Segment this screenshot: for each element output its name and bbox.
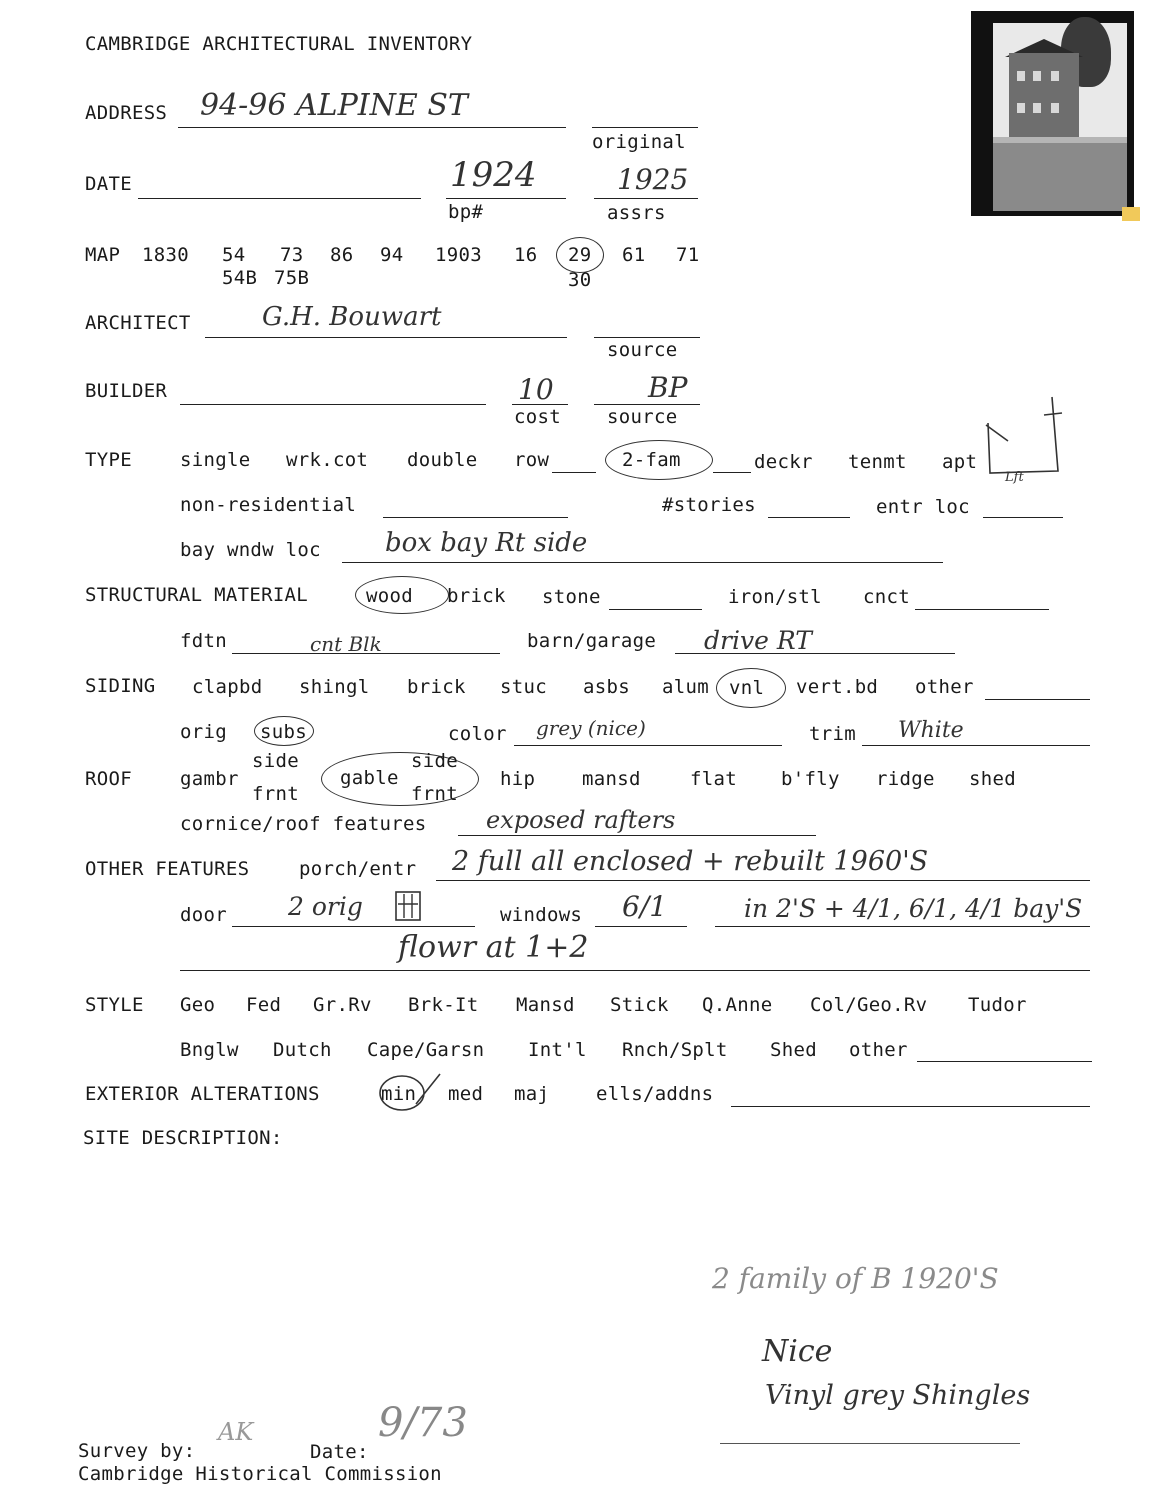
cornice-label: cornice/roof features xyxy=(180,813,427,835)
barn-label: barn/garage xyxy=(527,630,657,652)
builder-source-label: source xyxy=(607,406,678,428)
structural-wood: wood xyxy=(366,585,413,607)
door-label: door xyxy=(180,904,227,926)
nonres-line xyxy=(383,517,568,518)
type-apt: apt xyxy=(942,451,978,473)
roof-gambr-frnt: frnt xyxy=(252,783,299,805)
entr-loc-label: entr loc xyxy=(876,496,970,518)
ells-label: ells/addns xyxy=(596,1083,714,1105)
map-label: MAP xyxy=(85,244,121,266)
type-row: row xyxy=(514,449,550,471)
style-tudor: Tudor xyxy=(968,994,1027,1016)
siding-vnl-circle xyxy=(716,668,786,708)
structural-cnct: cnct xyxy=(863,586,910,608)
builder-source-value: BP xyxy=(648,371,688,404)
address-label: ADDRESS xyxy=(85,102,168,124)
architect-value: G.H. Bouwart xyxy=(262,302,442,332)
architect-line xyxy=(205,337,567,338)
roof-gable-frnt: frnt xyxy=(411,783,458,805)
building-photo xyxy=(971,11,1134,216)
style-colgeorv: Col/Geo.Rv xyxy=(810,994,928,1016)
roof-hip: hip xyxy=(500,768,536,790)
type-double: double xyxy=(407,449,478,471)
date-label: DATE xyxy=(85,173,132,195)
windows-line-1 xyxy=(595,926,687,927)
cost-label: cost xyxy=(514,406,561,428)
siding-asbs: asbs xyxy=(583,676,630,698)
porch-value: 2 full all enclosed + rebuilt 1960'S xyxy=(452,846,929,877)
type-tenmt: tenmt xyxy=(848,451,907,473)
style-other-line xyxy=(917,1061,1092,1062)
map-year-61: 61 xyxy=(622,244,646,266)
cnct-line xyxy=(915,609,1049,610)
bp-label: bp# xyxy=(448,201,484,223)
color-label: color xyxy=(448,723,507,745)
style-stick: Stick xyxy=(610,994,669,1016)
style-brkit: Brk-It xyxy=(408,994,479,1016)
sketch-note: Lft xyxy=(1005,470,1024,485)
door-value: 2 orig xyxy=(288,892,363,921)
style-qanne: Q.Anne xyxy=(702,994,773,1016)
structural-wood-circle xyxy=(355,576,449,614)
builder-label: BUILDER xyxy=(85,380,168,402)
other-features-label: OTHER FEATURES xyxy=(85,858,250,880)
survey-by-value: AK xyxy=(218,1418,254,1446)
style-grrv: Gr.Rv xyxy=(313,994,372,1016)
siding-vnl: vnl xyxy=(729,677,765,699)
type-deckr: deckr xyxy=(754,451,813,473)
siding-other: other xyxy=(915,676,974,698)
siding-stuc: stuc xyxy=(500,676,547,698)
architect-source-line xyxy=(594,337,700,338)
style-bnglw: Bnglw xyxy=(180,1039,239,1061)
door-sketch-icon xyxy=(392,888,426,924)
map-year-71: 71 xyxy=(676,244,700,266)
assrs-label: assrs xyxy=(607,202,666,224)
porch-label: porch/entr xyxy=(299,858,417,880)
assrs-value: 1925 xyxy=(617,163,689,196)
style-shed: Shed xyxy=(770,1039,817,1061)
style-other: other xyxy=(849,1039,908,1061)
roof-mansd: mansd xyxy=(582,768,641,790)
porch-line xyxy=(436,880,1090,881)
color-value: grey (nice) xyxy=(536,716,646,740)
style-intl: Int'l xyxy=(528,1039,587,1061)
type-single: single xyxy=(180,449,251,471)
map-29-circle xyxy=(556,237,604,273)
other-features-line-3 xyxy=(180,970,1090,971)
structural-label: STRUCTURAL MATERIAL xyxy=(85,584,309,606)
architect-label: ARCHITECT xyxy=(85,312,191,334)
address-line xyxy=(178,127,566,128)
type-row-line xyxy=(552,472,596,473)
barn-value: drive RT xyxy=(704,626,812,655)
fdtn-label: fdtn xyxy=(180,630,227,652)
roof-label: ROOF xyxy=(85,768,132,790)
alterations-min: min xyxy=(381,1083,417,1105)
siding-other-line xyxy=(985,699,1090,700)
map-year-16: 16 xyxy=(514,244,538,266)
address-value: 94-96 ALPINE ST xyxy=(200,88,468,123)
roof-gable-side: side xyxy=(411,750,458,772)
alterations-med: med xyxy=(448,1083,484,1105)
color-line xyxy=(514,745,782,746)
entr-loc-line xyxy=(983,517,1063,518)
style-rnchsplt: Rnch/Splt xyxy=(622,1039,728,1061)
style-mansd: Mansd xyxy=(516,994,575,1016)
map-75b: 75B xyxy=(274,267,310,289)
alterations-mark xyxy=(378,1068,458,1114)
roof-flat: flat xyxy=(690,768,737,790)
siding-label: SIDING xyxy=(85,675,156,697)
door-line xyxy=(232,926,475,927)
builder-line xyxy=(180,404,486,405)
stories-label: #stories xyxy=(662,494,756,516)
note-line-2: Nice xyxy=(762,1334,833,1369)
type-2fam-line xyxy=(713,472,751,473)
survey-by-label: Survey by: xyxy=(78,1440,196,1462)
nonres-label: non-residential xyxy=(180,494,357,516)
style-fed: Fed xyxy=(246,994,282,1016)
ells-line xyxy=(731,1106,1090,1107)
cornice-value: exposed rafters xyxy=(486,806,676,834)
architect-source-label: source xyxy=(607,339,678,361)
date-footer-label: Date: xyxy=(310,1441,369,1463)
orig-label: orig xyxy=(180,721,227,743)
cornice-line xyxy=(458,835,816,836)
windows-line-2 xyxy=(715,926,1090,927)
trim-line xyxy=(862,745,1090,746)
style-capegarsn: Cape/Garsn xyxy=(367,1039,485,1061)
notes-underline xyxy=(720,1443,1020,1444)
subs-label: subs xyxy=(260,721,307,743)
style-geo: Geo xyxy=(180,994,216,1016)
structural-brick: brick xyxy=(447,585,506,607)
windows-label: windows xyxy=(500,904,583,926)
structural-stone: stone xyxy=(542,586,601,608)
trim-label: trim xyxy=(809,723,856,745)
roof-bfly: b'fly xyxy=(781,768,840,790)
roof-gable: gable xyxy=(340,767,399,789)
type-wrkcot: wrk.cot xyxy=(286,449,369,471)
windows-value-1: 6/1 xyxy=(622,890,668,923)
bay-line xyxy=(342,562,943,563)
map-year-1903: 1903 xyxy=(435,244,482,266)
siding-clapbd: clapbd xyxy=(192,676,263,698)
alterations-label: EXTERIOR ALTERATIONS xyxy=(85,1083,320,1105)
other-features-value-3: flowr at 1+2 xyxy=(398,930,589,965)
map-year-86: 86 xyxy=(330,244,354,266)
type-2fam-circle xyxy=(605,440,713,480)
siding-vertbd: vert.bd xyxy=(796,676,879,698)
siding-shingl: shingl xyxy=(299,676,370,698)
type-2fam: 2-fam xyxy=(622,449,681,471)
roof-shed: shed xyxy=(969,768,1016,790)
roof-gambr: gambr xyxy=(180,768,239,790)
style-dutch: Dutch xyxy=(273,1039,332,1061)
map-year-29: 29 xyxy=(568,244,592,266)
windows-value-2: in 2'S + 4/1, 6/1, 4/1 bay'S xyxy=(744,894,1083,923)
map-54b: 54B xyxy=(222,267,258,289)
original-label: original xyxy=(592,131,686,153)
roof-ridge: ridge xyxy=(876,768,935,790)
structural-ironstl: iron/stl xyxy=(728,586,822,608)
type-label: TYPE xyxy=(85,449,132,471)
siding-brick: brick xyxy=(407,676,466,698)
date-footer-value: 9/73 xyxy=(378,1400,468,1446)
siding-alum: alum xyxy=(662,676,709,698)
lot-sketch xyxy=(980,385,1070,495)
map-30: 30 xyxy=(568,269,592,291)
original-overline xyxy=(592,127,698,128)
stories-line xyxy=(768,517,850,518)
site-description-label: SITE DESCRIPTION: xyxy=(83,1127,283,1149)
bp-value: 1924 xyxy=(450,155,537,195)
builder-source-line xyxy=(594,404,700,405)
bay-value: box bay Rt side xyxy=(385,528,588,558)
map-year-1830: 1830 xyxy=(142,244,189,266)
bp-line xyxy=(446,198,566,199)
commission-name: Cambridge Historical Commission xyxy=(78,1463,442,1485)
bay-label: bay wndw loc xyxy=(180,539,321,561)
style-label: STYLE xyxy=(85,994,144,1016)
trim-value: White xyxy=(898,718,964,743)
map-year-73: 73 xyxy=(280,244,304,266)
subs-circle xyxy=(254,716,314,746)
map-year-94: 94 xyxy=(380,244,404,266)
alterations-maj: maj xyxy=(514,1083,550,1105)
fdtn-value: cnt Blk xyxy=(310,632,382,656)
cost-line xyxy=(512,404,568,405)
stone-line xyxy=(609,609,702,610)
map-year-54: 54 xyxy=(222,244,246,266)
note-line-1: 2 family of B 1920'S xyxy=(712,1262,999,1295)
cost-value: 10 xyxy=(518,373,554,406)
note-line-3: Vinyl grey Shingles xyxy=(765,1380,1031,1411)
assrs-line xyxy=(594,198,698,199)
date-line xyxy=(138,198,421,199)
form-title: CAMBRIDGE ARCHITECTURAL INVENTORY xyxy=(85,33,473,55)
roof-gambr-side: side xyxy=(252,750,299,772)
